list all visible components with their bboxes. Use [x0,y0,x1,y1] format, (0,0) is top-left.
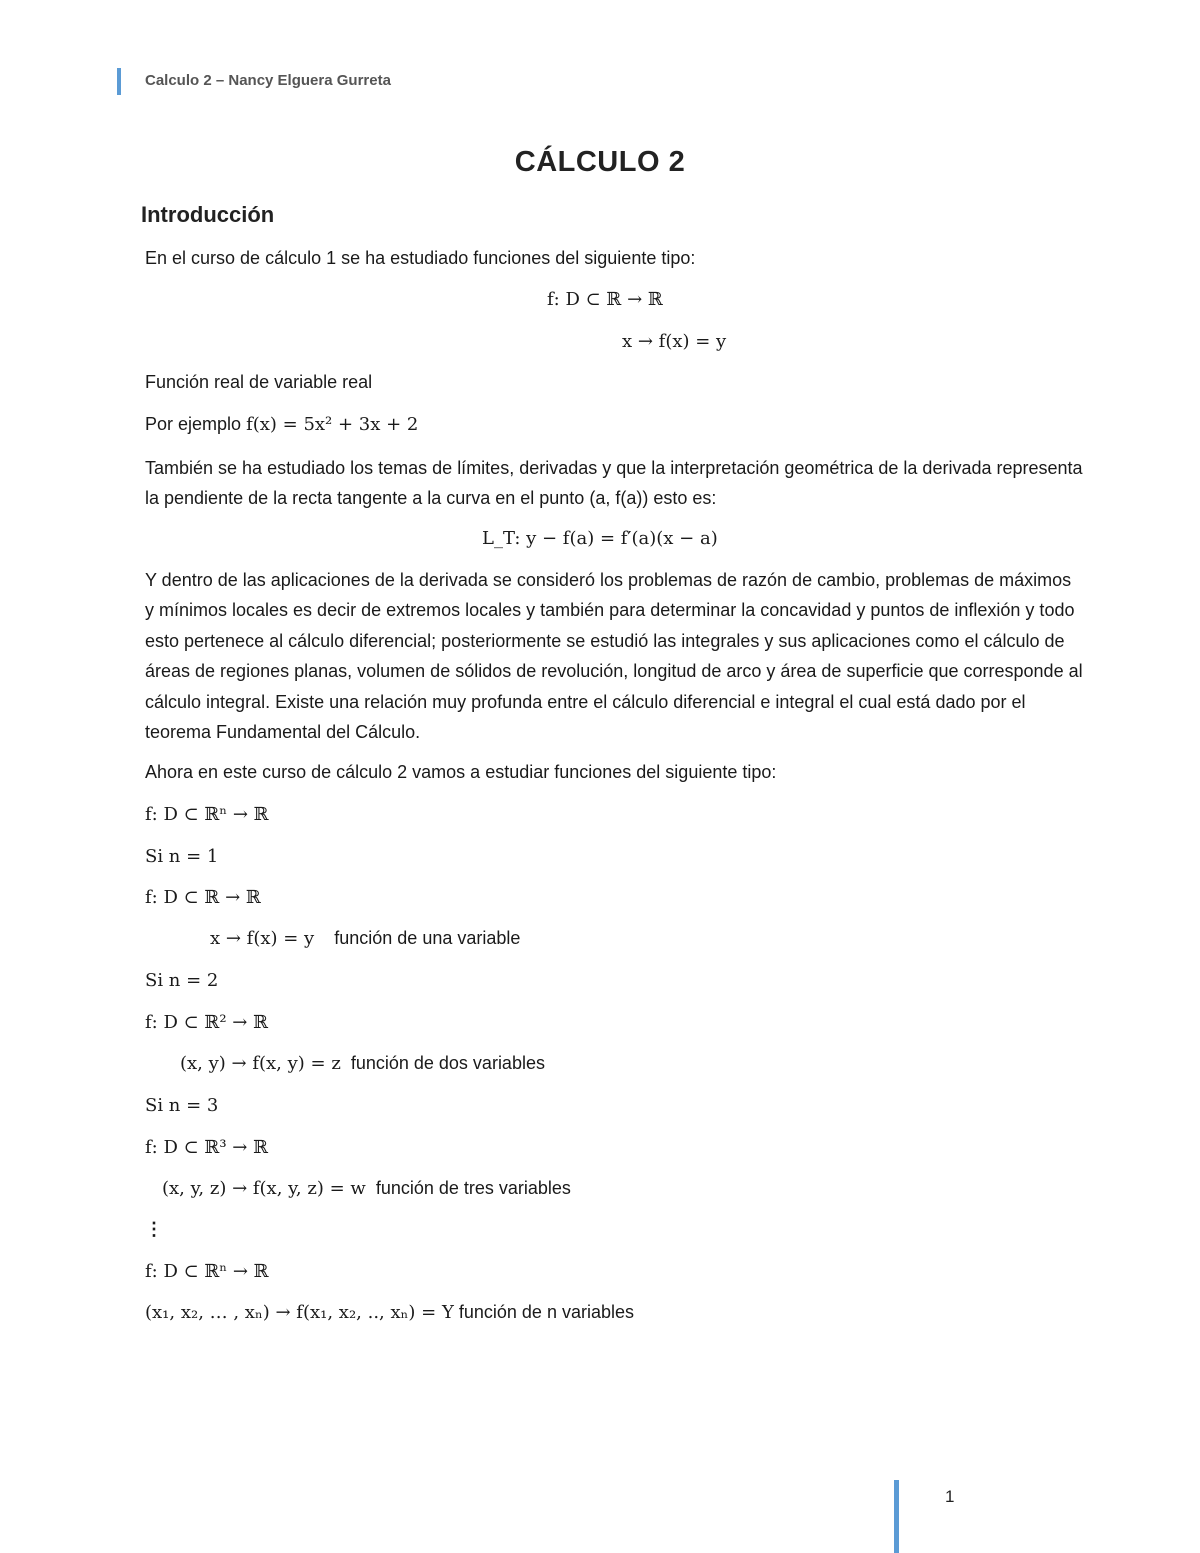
now-text: Ahora en este curso de cálculo 2 vamos a estudiar funciones del siguiente tipo: [145,762,777,782]
two-variable-mapping: (x, y) → f(x, y) = z [180,1053,341,1074]
equation-mapping: x → f(x) = y [622,331,727,352]
header-accent-bar [117,68,121,95]
equation-domain-r-case1: f: D ⊂ ℝ → ℝ [145,887,261,908]
section-heading: Introducción [141,202,275,227]
n-variable-mapping: (x₁, x₂, … , xₙ) → f(x₁, x₂, .., xₙ) = Y [145,1302,454,1323]
running-header: Calculo 2 – Nancy Elguera Gurreta [145,72,391,89]
case-n3-label: Si n = 3 [145,1095,219,1116]
two-variable-line [180,1053,545,1074]
example-label: Por ejemplo [145,414,247,434]
page-title: CÁLCULO 2 [514,146,686,178]
intro-text: En el curso de cálculo 1 se ha estudiado funciones del siguiente tipo: [145,248,696,268]
three-variable-text: función de tres variables [375,1178,571,1198]
three-variable-line [162,1178,571,1199]
one-variable-line [210,928,520,949]
vertical-ellipsis: ⋮ [145,1219,163,1240]
page-number: 1 [945,1487,955,1506]
equation-domain-rn: f: D ⊂ ℝⁿ → ℝ [145,804,269,825]
one-variable-text: función de una variable [334,928,521,948]
equation-domain-r: f: D ⊂ ℝ → ℝ [547,289,663,310]
tangent-paragraph: También se ha estudiado los temas de límites, derivadas y que la interpretación geométrica de la derivada representa la pendiente de la recta tangente a la curva en el punto (a, f(a)) esto es: [145,458,1083,509]
n-variable-text: función de n variables [458,1302,634,1322]
example-equation: f(x) = 5x² + 3x + 2 [246,414,419,435]
one-variable-mapping: x → f(x) = y [210,928,315,949]
n-variable-line [145,1302,634,1323]
footer-accent-bar [894,1480,899,1553]
applications-paragraph: Y dentro de las aplicaciones de la derivada se consideró los problemas de razón de cambio, problemas de máximos y mínimos locales es decir de extremos locales y también para determinar la concavidad y puntos de inflexión y todo esto pertenece al cálculo diferencial; posteriormente se estudió las integrales y sus aplicaciones como el cálculo de áreas de regiones planas, volumen de sólidos de revolución, longitud de arco y área de superficie que corresponde al cálculo integral. Existe una relación muy profunda entre el cálculo diferencial e integral el cual está dado por el teorema Fundamental del Cálculo. [145,570,1083,743]
two-variable-text: función de dos variables [350,1053,545,1073]
equation-domain-r2: f: D ⊂ ℝ² → ℝ [145,1012,269,1033]
equation-domain-rn-general: f: D ⊂ ℝⁿ → ℝ [145,1261,269,1282]
three-variable-mapping: (x, y, z) → f(x, y, z) = w [162,1178,366,1199]
real-function-text: Función real de variable real [145,372,373,392]
equation-domain-r3: f: D ⊂ ℝ³ → ℝ [145,1137,269,1158]
case-n1-label: Si n = 1 [145,846,219,867]
case-n2-label: Si n = 2 [145,970,219,991]
tangent-equation: L_T: y − f(a) = f′(a)(x − a) [482,528,718,549]
example-line [145,414,418,435]
